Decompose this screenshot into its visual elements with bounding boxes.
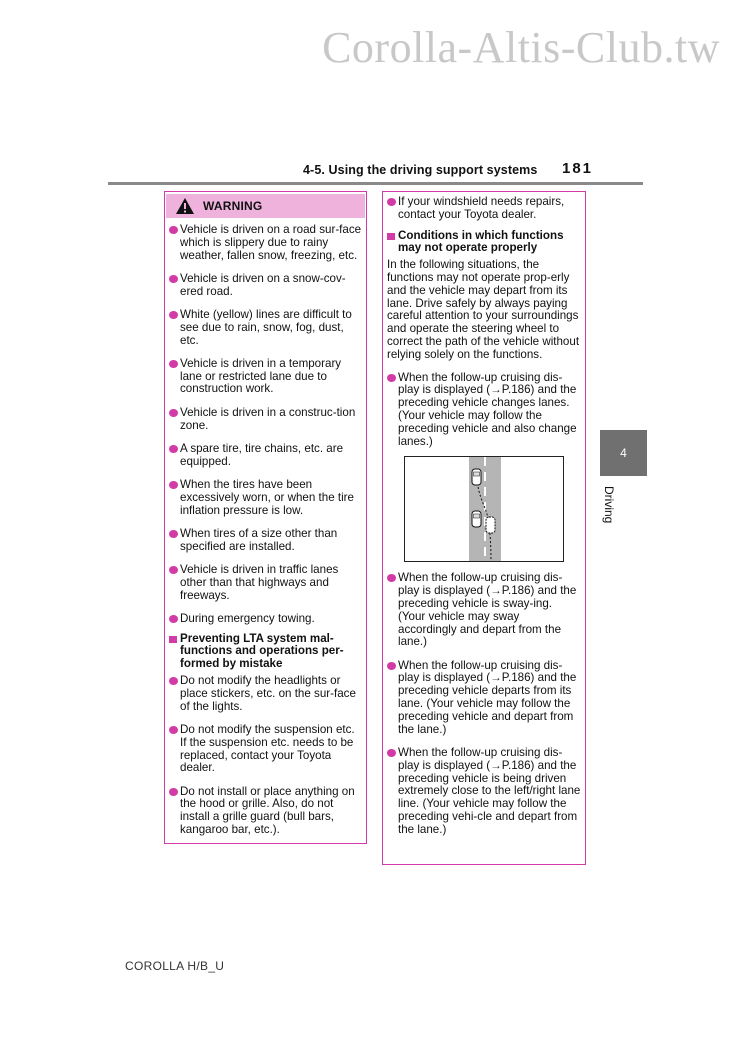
bullet-icon (169, 445, 178, 453)
list-item: When the follow-up cruising dis-play is displayed (→P.186) and the preceding vehicle changes lanes. (Your vehicle may follow the preceding vehicle and also change lanes.) (387, 372, 581, 449)
bullet-icon (169, 409, 178, 417)
bullet-icon (169, 481, 178, 489)
bullet-icon (169, 311, 178, 319)
preceding-car-icon (472, 469, 481, 485)
warning-box (164, 191, 367, 844)
chapter-tab (600, 430, 647, 476)
list-item: Do not modify the headlights or place stickers, etc. on the sur-face of the lights. (169, 675, 362, 713)
warning-box-continued (382, 191, 586, 865)
list-item: Vehicle is driven on a road sur-face which is slippery due to rainy weather, fallen snow, freezing, etc. (169, 224, 362, 262)
header-rule (108, 182, 643, 185)
list-item: When the tires have been excessively worn, or when the tire inflation pressure is low. (169, 479, 362, 517)
list-item: Vehicle is driven in a construc-tion zone. (169, 407, 362, 433)
bullet-icon (169, 615, 178, 623)
warning-label: WARNING (203, 198, 263, 213)
page-number: 181 (562, 160, 594, 177)
list-item: When the follow-up cruising dis-play is displayed (→P.186) and the preceding vehicle is sway-ing. (Your vehicle may sway accordingly and depart from the lane.) (387, 572, 581, 649)
list-item: If your windshield needs repairs, contact your Toyota dealer. (387, 196, 581, 222)
warning-triangle-icon (175, 197, 195, 215)
lane-change-illustration (404, 456, 564, 562)
bullet-icon (387, 749, 396, 757)
bullet-icon (387, 198, 396, 206)
chapter-number: 4 (620, 446, 627, 460)
bullet-icon (169, 788, 178, 796)
list-item: Do not modify the suspension etc. If the suspension etc. needs to be replaced, contact your Toyota dealer. (169, 724, 362, 775)
list-item: Vehicle is driven in traffic lanes other than that highways and freeways. (169, 564, 362, 602)
bullet-icon (169, 530, 178, 538)
own-car-icon (472, 511, 481, 527)
bullet-icon (169, 677, 178, 685)
section-title: 4-5. Using the driving support systems (303, 163, 538, 177)
list-item: Vehicle is driven in a temporary lane or restricted lane due to construction work. (169, 358, 362, 396)
list-item: When the follow-up cruising dis-play is displayed (→P.186) and the preceding vehicle is being driven extremely close to the left/right lane line. (Your vehicle may follow the preceding vehi-cle and depart from the lane.) (387, 747, 581, 837)
own-car-ghost-icon (486, 517, 495, 533)
bullet-icon (169, 226, 178, 234)
list-item: When the follow-up cruising dis-play is displayed (→P.186) and the preceding vehicle departs from its lane. (Your vehicle may follow the preceding vehicle and depart from the lane.) (387, 660, 581, 737)
list-item: White (yellow) lines are difficult to see due to rain, snow, fog, dust, etc. (169, 309, 362, 347)
list-item: A spare tire, tire chains, etc. are equipped. (169, 443, 362, 469)
list-item: Do not install or place anything on the hood or grille. Also, do not install a grille guard (bull bars, kangaroo bar, etc.). (169, 786, 362, 837)
watermark: Corolla-Altis-Club.tw (322, 23, 720, 72)
subheading-prevent: Preventing LTA system mal-functions and operations per-formed by mistake (169, 633, 362, 671)
bullet-icon (387, 574, 396, 582)
list-item: During emergency towing. (169, 613, 362, 626)
intro-paragraph: In the following situations, the functions may not operate prop-erly and the vehicle may depart from its lane. Drive safely by always paying careful attention to your surroundings and operate the steering wheel to correct the path of the vehicle without relying solely on the functions. (387, 258, 580, 361)
bullet-icon (169, 566, 178, 574)
list-item: When tires of a size other than specified are installed. (169, 528, 362, 554)
list-item: Vehicle is driven on a snow-cov-ered road. (169, 273, 362, 299)
bullet-icon (169, 275, 178, 283)
footer-model: COROLLA H/B_U (125, 959, 225, 973)
bullet-icon (169, 360, 178, 368)
subheading-conditions: Conditions in which functions may not operate properly (387, 230, 581, 256)
lane-change-diagram (405, 457, 563, 561)
bullet-icon (387, 662, 396, 670)
bullet-icon (169, 726, 178, 734)
warning-header (166, 194, 365, 218)
square-bullet-icon (387, 233, 395, 240)
square-bullet-icon (169, 636, 177, 643)
bullet-icon (387, 374, 396, 382)
chapter-label: Driving (602, 486, 616, 524)
